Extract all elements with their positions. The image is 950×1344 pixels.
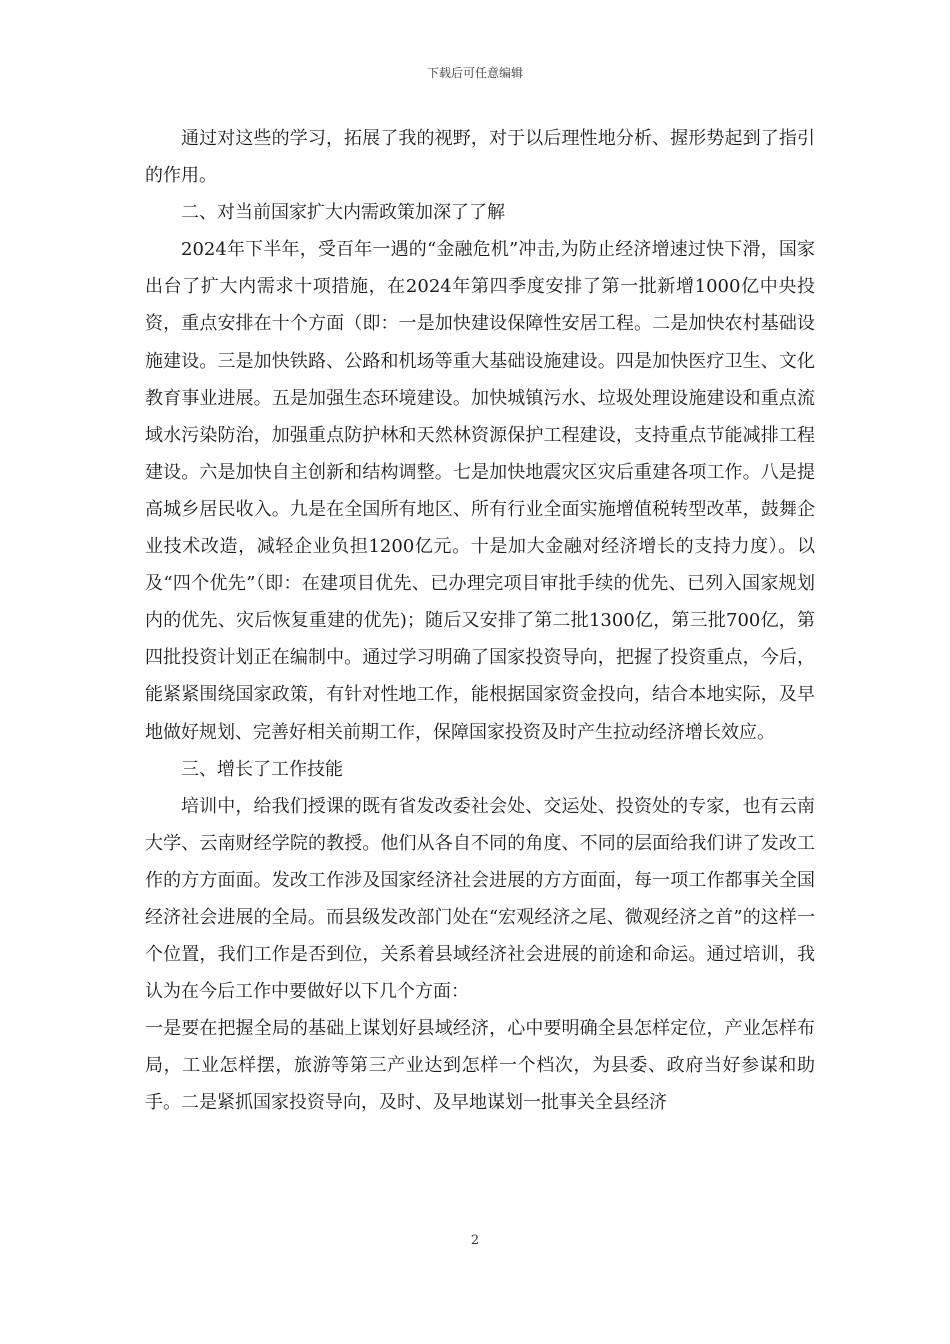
section-heading-3: 三、增长了工作技能 [181, 758, 343, 780]
section-heading-2: 二、对当前国家扩大内需政策加深了了解 [181, 202, 505, 224]
page-header-note: 下载后可任意编辑 [426, 66, 523, 80]
paragraph-points: 一是要在把握全局的基础上谋划好县域经济，心中要明确全县怎样定位，产业怎样布局，工业怎样摆，旅游等第三产业达到怎样一个档次，为县委、政府当好参谋和助手。二是紧抓国家投资导向，及时、及早地谋划一批事关全县经济 [145, 1018, 815, 1114]
paragraph-training: 培训中，给我们授课的既有省发改委社会处、交运处、投资处的专家，也有云南大学、云南财经学院的教授。他们从各自不同的角度、不同的层面给我们讲了发改工作的方方面面。发改工作涉及国家经济社会进展的方方面面，每一项工作都事关全国经济社会进展的全局。而县级发改部门处在“宏观经济之尾、微观经济之首”的这样一个位置，我们工作是否到位，关系着县域经济社会进展的前途和命运。通过培训，我认为在今后工作中要做好以下几个方面： [145, 795, 815, 1003]
paragraph-intro: 通过对这些的学习，拓展了我的视野，对于以后理性地分析、握形势起到了指引的作用。 [145, 128, 815, 187]
page-number: 2 [470, 1233, 480, 1248]
document-body [145, 120, 815, 1122]
paragraph-domestic-demand: 2024年下半年，受百年一遇的“金融危机”冲击,为防止经济增速过快下滑，国家出台了扩大内需求十项措施，在2024年第四季度安排了第一批新增1000亿中央投资，重点安排在十个方面（即：一是加快建设保障性安居工程。二是加快农村基础设施建设。三是加快铁路、公路和机场等重大基础设施建设。四是加快医疗卫生、文化教育事业进展。五是加强生态环境建设。加快城镇污水、垃圾处理设施建设和重点流域水污染防治，加强重点防护林和天然林资源保护工程建设，支持重点节能减排工程建设。六是加快自主创新和结构调整。七是加快地震灾区灾后重建各项工作。八是提高城乡居民收入。九是在全国所有地区、所有行业全面实施增值税转型改革，鼓舞企业技术改造，减轻企业负担1200亿元。十是加大金融对经济增长的支持力度）。以及“四个优先”（即：在建项目优先、已办理完项目审批手续的优先、已列入国家规划内的优先、灾后恢复重建的优先)；随后又安排了第二批1300亿，第三批700亿，第四批投资计划正在编制中。通过学习明确了国家投资导向，把握了投资重点，今后，能紧紧围绕国家政策，有针对性地工作，能根据国家资金投向，结合本地实际，及早地做好规划、完善好相关前期工作，保障国家投资及时产生拉动经济增长效应。 [145, 239, 815, 743]
